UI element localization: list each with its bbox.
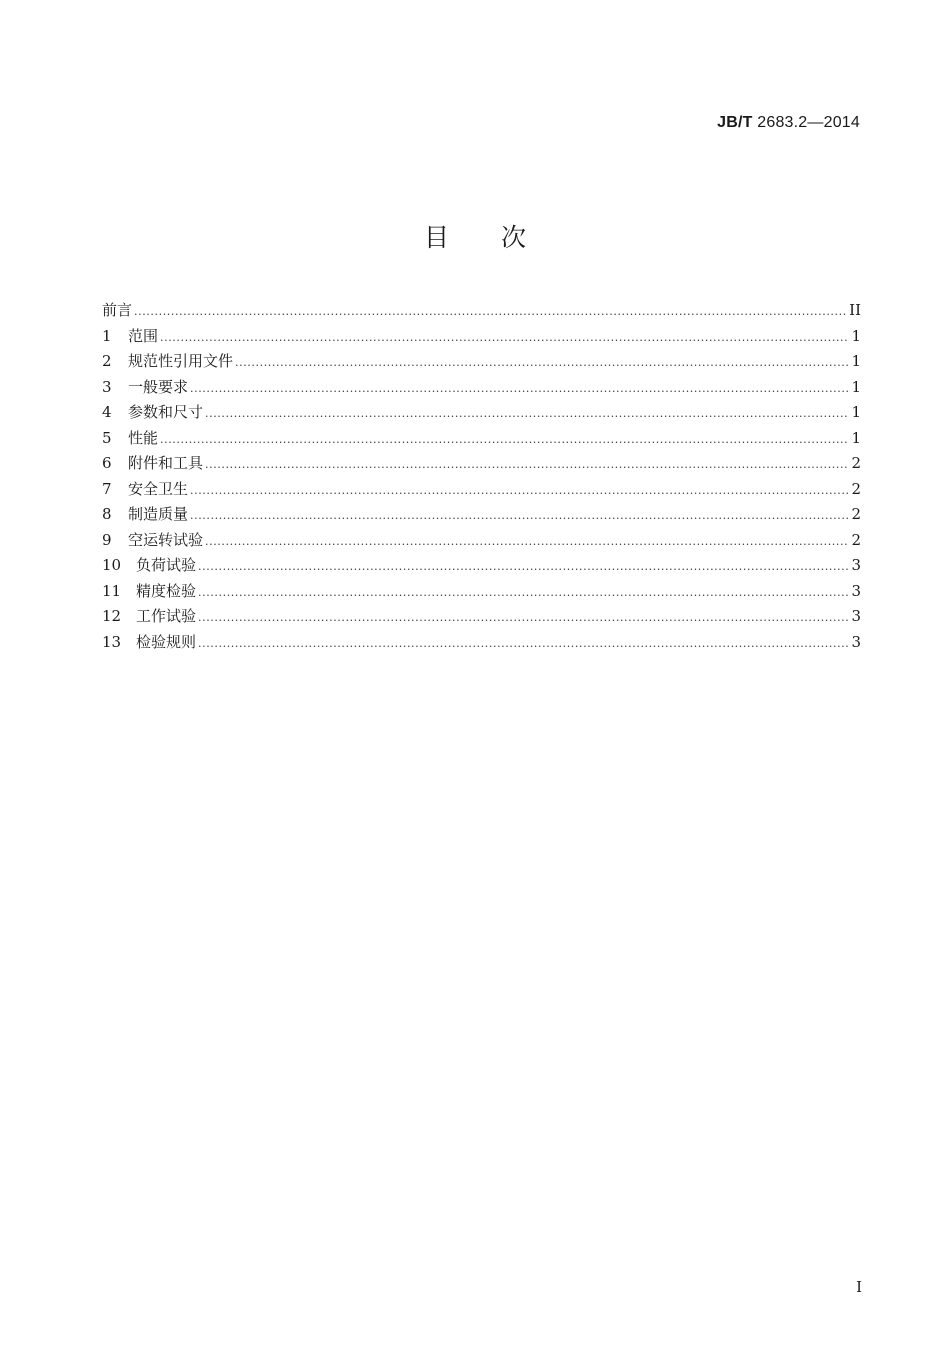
table-of-contents xyxy=(102,298,861,655)
toc-leader-dots xyxy=(205,452,849,478)
toc-item-page: 1 xyxy=(851,428,861,447)
toc-item-number: 4 xyxy=(102,403,112,421)
toc-item-page: 2 xyxy=(851,454,861,472)
toc-title: 目次 xyxy=(423,223,578,252)
toc-leader-dots xyxy=(190,503,849,529)
toc-item-label: 安全卫生 xyxy=(128,479,189,498)
toc-item-number: 5 xyxy=(102,428,112,447)
toc-item-number: 1 xyxy=(102,326,112,345)
toc-item-number: 12 xyxy=(102,607,122,625)
toc-item-label: 负荷试验 xyxy=(136,556,197,574)
toc-item-page: 2 xyxy=(851,530,861,549)
toc-item-parameters-dimensions[interactable] xyxy=(102,400,861,426)
toc-item-label: 精度检验 xyxy=(136,581,197,600)
toc-item-label: 检验规则 xyxy=(136,632,197,651)
toc-item-normative-references[interactable] xyxy=(102,349,861,375)
toc-item-label: 参数和尺寸 xyxy=(128,403,204,421)
toc-item-label: 规范性引用文件 xyxy=(128,352,234,370)
toc-item-number: 6 xyxy=(102,454,112,472)
toc-item-label: 制造质量 xyxy=(128,505,189,523)
toc-item-scope[interactable] xyxy=(102,324,861,350)
toc-leader-dots xyxy=(198,580,849,606)
toc-leader-dots xyxy=(205,401,849,427)
toc-item-number: 7 xyxy=(102,479,112,498)
toc-item-foreword[interactable] xyxy=(102,298,861,324)
standard-code-number: 2683.2—2014 xyxy=(752,114,860,131)
toc-item-label: 附件和工具 xyxy=(128,454,204,472)
toc-item-label: 性能 xyxy=(128,428,159,447)
toc-item-number: 8 xyxy=(102,505,112,523)
toc-item-page: 3 xyxy=(851,556,861,574)
toc-item-page: 2 xyxy=(851,479,861,498)
toc-leader-dots xyxy=(134,299,847,325)
toc-leader-dots xyxy=(198,605,849,631)
toc-leader-dots xyxy=(190,376,849,402)
toc-item-general-requirements[interactable] xyxy=(102,375,861,401)
toc-leader-dots xyxy=(198,631,849,657)
toc-item-label: 一般要求 xyxy=(128,377,189,396)
toc-item-page: 2 xyxy=(851,505,861,523)
toc-leader-dots xyxy=(205,529,849,555)
toc-item-inspection-rules[interactable] xyxy=(102,630,861,656)
toc-item-idle-run-test[interactable] xyxy=(102,528,861,554)
toc-item-number: 3 xyxy=(102,377,112,396)
toc-item-page: 3 xyxy=(851,581,861,600)
toc-item-page: II xyxy=(849,301,861,319)
toc-item-work-test[interactable] xyxy=(102,604,861,630)
toc-leader-dots xyxy=(235,350,849,376)
toc-item-number: 13 xyxy=(102,632,122,651)
toc-item-page: 1 xyxy=(851,403,861,421)
toc-item-safety-hygiene[interactable] xyxy=(102,477,861,503)
toc-item-performance[interactable] xyxy=(102,426,861,452)
toc-item-page: 1 xyxy=(851,352,861,370)
toc-item-manufacturing-quality[interactable] xyxy=(102,502,861,528)
toc-item-label: 工作试验 xyxy=(136,607,197,625)
toc-item-number: 2 xyxy=(102,352,112,370)
toc-item-label: 前言 xyxy=(102,301,133,319)
toc-leader-dots xyxy=(160,325,849,351)
toc-item-label: 范围 xyxy=(128,326,159,345)
standard-code xyxy=(717,114,860,132)
toc-item-load-test[interactable] xyxy=(102,553,861,579)
toc-item-accuracy-inspection[interactable] xyxy=(102,579,861,605)
toc-item-number: 9 xyxy=(102,530,112,549)
page-number: I xyxy=(856,1278,862,1296)
toc-item-page: 1 xyxy=(851,326,861,345)
standard-code-prefix: JB/T xyxy=(717,114,753,131)
toc-item-page: 3 xyxy=(851,607,861,625)
toc-leader-dots xyxy=(190,478,849,504)
toc-item-number: 11 xyxy=(102,581,122,600)
toc-item-label: 空运转试验 xyxy=(128,530,204,549)
toc-item-page: 3 xyxy=(851,632,861,651)
toc-item-accessories-tools[interactable] xyxy=(102,451,861,477)
toc-item-page: 1 xyxy=(851,377,861,396)
toc-item-number: 10 xyxy=(102,556,122,574)
toc-leader-dots xyxy=(160,427,849,453)
toc-leader-dots xyxy=(198,554,849,580)
